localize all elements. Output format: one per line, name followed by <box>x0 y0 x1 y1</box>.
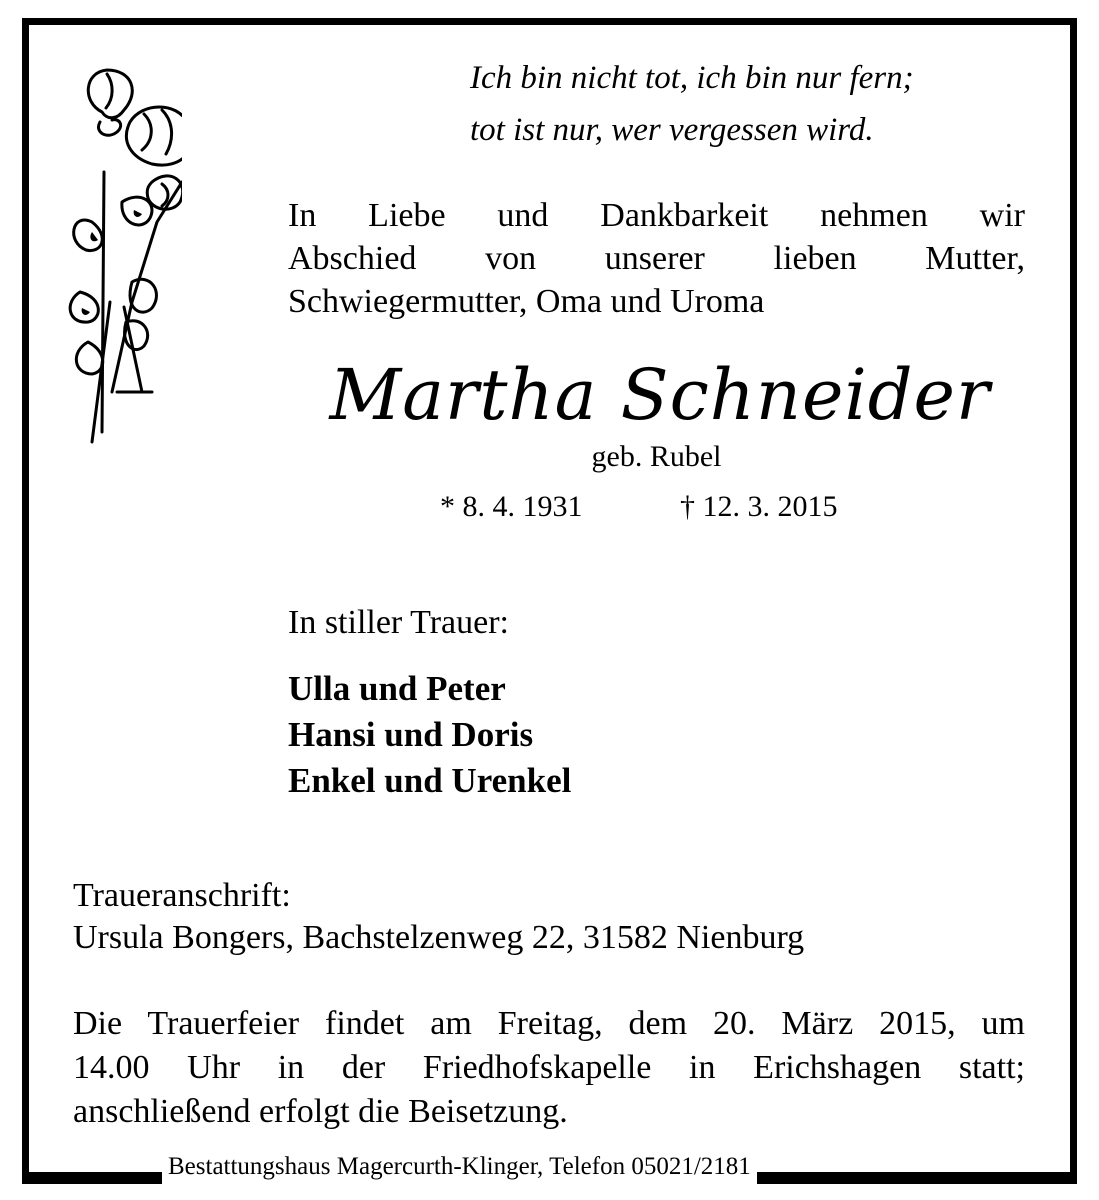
mourner-2: Hansi und Doris <box>288 715 534 754</box>
intro-line-2: Abschied von unserer lieben Mutter, <box>288 240 1025 277</box>
intro-line-1: In Liebe und Dankbarkeit nehmen wir <box>288 197 1025 234</box>
service-line-1: Die Trauerfeier findet am Freitag, dem 20. März 2015, um <box>73 1005 1025 1042</box>
mourner-1: Ulla und Peter <box>288 669 506 708</box>
birth-date: * 8. 4. 1931 <box>440 490 583 523</box>
quote-line-2: tot ist nur, wer vergessen wird. <box>470 112 874 148</box>
roses-icon <box>62 62 182 482</box>
service-line-3: anschließend erfolgt die Beisetzung. <box>73 1093 568 1130</box>
quote-line-1: Ich bin nicht tot, ich bin nur fern; <box>470 60 914 96</box>
mourner-3: Enkel und Urenkel <box>288 761 572 800</box>
mourners-list <box>288 666 571 804</box>
service-line-2: 14.00 Uhr in der Friedhofskapelle in Erichshagen statt; <box>73 1049 1025 1086</box>
address-label: Traueranschrift: <box>73 877 291 914</box>
service-info <box>73 1002 1025 1134</box>
deceased-name: Martha Schneider <box>329 354 991 436</box>
intro-text <box>288 194 1025 323</box>
address-value: Ursula Bongers, Bachstelzenweg 22, 31582 Nienburg <box>73 919 805 956</box>
funeral-home-footer: Bestattungshaus Magercurth-Klinger, Telefon 05021/2181 <box>162 1150 757 1184</box>
death-date: † 12. 3. 2015 <box>680 490 838 523</box>
mourners-heading: In stiller Trauer: <box>288 604 509 641</box>
quote <box>470 52 914 156</box>
maiden-name: geb. Rubel <box>591 440 722 473</box>
intro-line-3: Schwiegermutter, Oma und Uroma <box>288 283 765 320</box>
